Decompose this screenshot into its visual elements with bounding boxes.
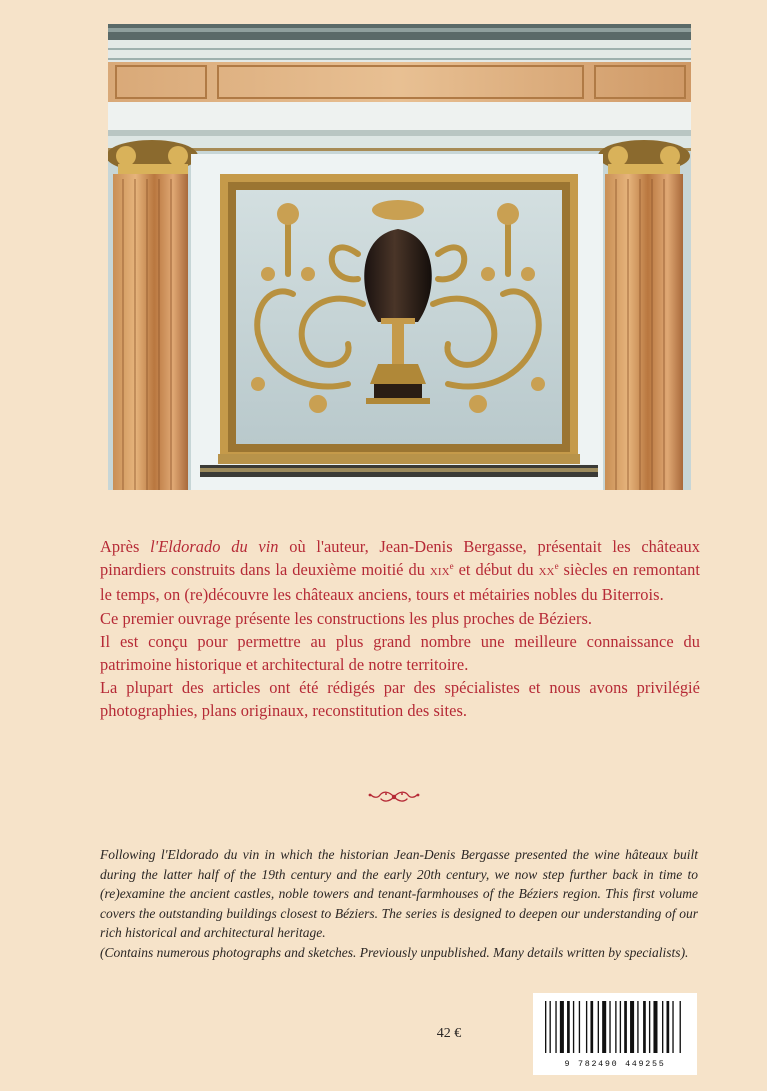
book-title-reference: l'Eldorado du vin [150, 537, 279, 556]
barcode-icon [545, 1001, 685, 1059]
fleuron-ornament-icon [365, 789, 423, 805]
price-label: 42 € [436, 1026, 462, 1041]
century-roman-20: xx [538, 563, 555, 580]
english-description [100, 845, 698, 962]
english-paragraph-2: (Contains numerous photographs and sketches. Previously unpublished. Many details written by specialists). [100, 944, 689, 960]
french-description [100, 535, 700, 723]
isbn-digits: 9 782490 449255 [564, 1059, 666, 1069]
french-paragraph-4: La plupart des articles ont été rédigés par des spécialistes et nous avons privilégié photographies, plans originaux, reconstitution des sites. [100, 678, 700, 721]
century-roman-19: xix [429, 563, 450, 580]
cover-photo [108, 24, 691, 490]
isbn-barcode [533, 993, 697, 1075]
french-paragraph-1: Après l'Eldorado du vin où l'auteur, Jean-Denis Bergasse, présentait les châteaux pinardiers construits dans la deuxième moitié du xix$^e$ et début du $xx^e$ siècles en remontant le temps, on (re)découvre les châteaux anciens, tours et métairies nobles du Biterrois. [100, 537, 700, 605]
french-paragraph-3: Il est conçu pour permettre au plus grand nombre une meilleure connaissance du patrimoine historique et architectural de notre territoire. [100, 631, 700, 675]
english-paragraph-1: Following l'Eldorado du vin in which the historian Jean-Denis Bergasse presented the wine hâteaux built during the latter half of the 19th century and the early 20th century, we now step further back in time to (re)examine the ancient castles, noble towers and tenant-farmhouses of the Béziers region. This first volume covers the outstanding buildings closest to Béziers. The series is designed to deepen our understanding of our rich historical and architectural heritage. [100, 847, 698, 940]
french-paragraph-2: Ce premier ouvrage présente les constructions les plus proches de Béziers. [100, 608, 593, 628]
